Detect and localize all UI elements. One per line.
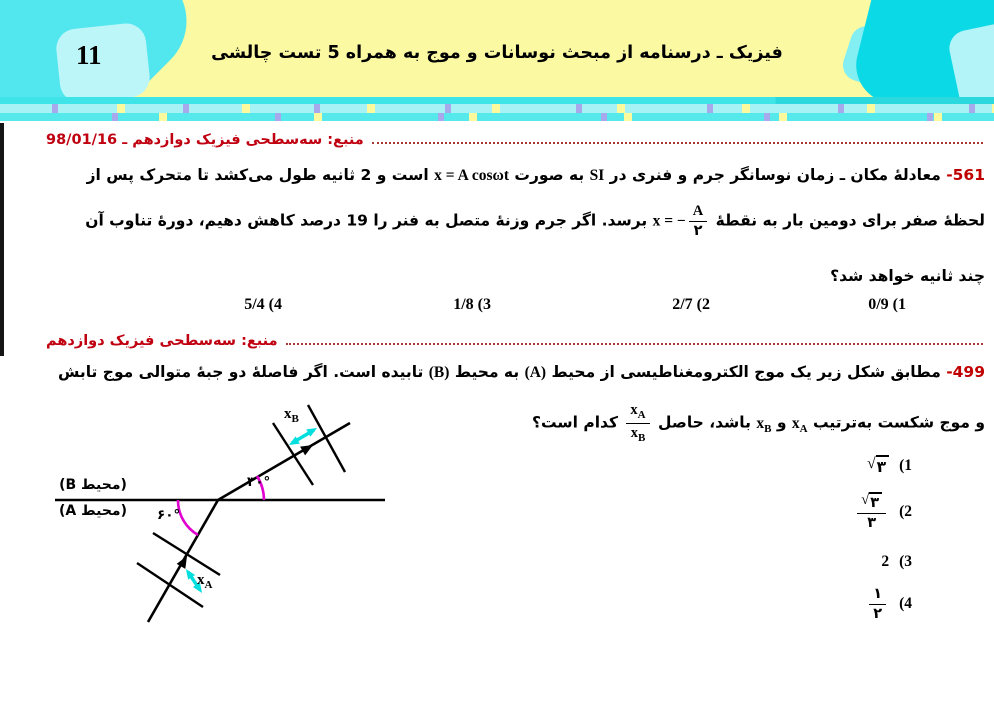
refraction-diagram <box>35 398 405 655</box>
question-text: کدام است؟ <box>532 413 618 432</box>
option-1 <box>867 455 912 476</box>
fraction-denominator: $x_B$ <box>630 424 646 444</box>
option-label: (2 <box>899 502 912 520</box>
wavefront-line <box>308 405 345 472</box>
wavefront-line <box>153 533 220 575</box>
option-1: 0/9 (1 <box>868 296 906 313</box>
question-text: برسد. اگر جرم وزنهٔ متصل به فنر را 19 درصد کاهش دهیم، دورهٔ تناوب آن <box>85 211 648 230</box>
question-text: لحظهٔ صفر برای دومین بار به نقطهٔ <box>715 211 985 230</box>
page-title: فیزیک ـ درسنامه از مبحث نوسانات و موج به همراه 5 تست چالشی <box>211 43 783 63</box>
strip-row <box>0 97 994 104</box>
question-text: تابیده است. اگر فاصلهٔ دو جبهٔ متوالی موج تابش <box>58 363 424 381</box>
option-2 <box>854 492 912 531</box>
fraction-xa-over-xb <box>626 402 649 444</box>
decorative-strip <box>0 97 994 121</box>
option-2: 2/7 (2 <box>672 296 710 313</box>
question-text: است و 2 ثانیه طول می‌کشد تا متحرک پس از <box>86 166 429 184</box>
fraction-1-over-2: $\frac{۱}{۲}$ <box>869 586 886 622</box>
page-header <box>0 0 994 97</box>
source-line-499 <box>12 333 985 349</box>
source-text: منبع: سه‌سطحی فیزیک دوازدهم ـ 98/01/16 <box>46 132 364 148</box>
refracted-ray <box>218 423 350 500</box>
left-edge-line <box>0 123 4 356</box>
question-561-line-3 <box>10 263 985 289</box>
question-number: 561- <box>946 166 985 184</box>
xa-label: $x_A$ <box>197 572 213 591</box>
fraction-a-over-2 <box>689 203 707 239</box>
question-number: 499- <box>946 363 985 381</box>
fraction-denominator: ۲ <box>693 222 703 239</box>
dotted-leader <box>372 142 983 144</box>
question-561-line-1 <box>10 162 985 189</box>
source-text: منبع: سه‌سطحی فیزیک دوازدهم <box>46 333 278 349</box>
question-499-line-1 <box>10 359 985 386</box>
source-line-561 <box>12 132 985 148</box>
fraction-numerator: $x_A$ <box>626 402 649 424</box>
question-561-line-2 <box>10 203 985 239</box>
option-label: (3 <box>899 553 912 570</box>
strip-row <box>0 113 994 121</box>
page-number: 11 <box>76 40 102 70</box>
option-4 <box>866 586 912 622</box>
formula-x-acoswt: x = A cosωt <box>434 167 509 184</box>
question-text: مطابق شکل زیر یک موج الکترومغناطیسی از محیط <box>551 363 941 381</box>
option-3: 1/8 (3 <box>453 296 491 313</box>
strip-row <box>0 104 994 113</box>
si-symbol: SI <box>589 167 605 184</box>
medium-b-symbol: (B) <box>428 364 450 381</box>
question-text: و <box>776 413 787 432</box>
fraction-numerator: A <box>689 203 707 222</box>
question-text: چند ثانیه خواهد شد؟ <box>830 267 985 285</box>
angle-60-label: ۶۰° <box>157 507 181 523</box>
option-4: 5/4 (4 <box>244 296 282 313</box>
wavefront-line <box>137 563 203 607</box>
x-a-symbol: $x_A$ <box>791 414 808 435</box>
option-label: (4 <box>899 595 912 613</box>
option-3 <box>881 553 912 571</box>
angle-30-label: ۳۰° <box>247 474 271 490</box>
option-value: 2 <box>881 553 890 570</box>
fraction-sqrt3-over-3: √ ۳ ۳ <box>857 492 886 531</box>
question-text: به صورت <box>514 166 585 184</box>
option-label: (1 <box>899 456 912 474</box>
angle-arc-60 <box>178 500 198 535</box>
formula-x-minus: x = − <box>652 212 686 230</box>
medium-b-label: (محیط B) <box>59 477 127 493</box>
sqrt-3: √ ۳ <box>867 455 889 476</box>
dotted-leader <box>286 343 983 345</box>
x-b-symbol: $x_B$ <box>756 414 772 435</box>
medium-a-symbol: (A) <box>524 364 547 381</box>
question-text: معادلهٔ مکان ـ زمان نوسانگر جرم و فنری در <box>609 166 941 184</box>
question-text: باشد، حاصل <box>658 413 751 432</box>
medium-a-label: (محیط A) <box>59 503 127 519</box>
question-text: و موج شکست به‌ترتیب <box>813 413 985 432</box>
question-text: به محیط <box>454 363 520 381</box>
xb-label: $x_B$ <box>284 406 299 425</box>
ray-arrowhead <box>300 441 315 456</box>
